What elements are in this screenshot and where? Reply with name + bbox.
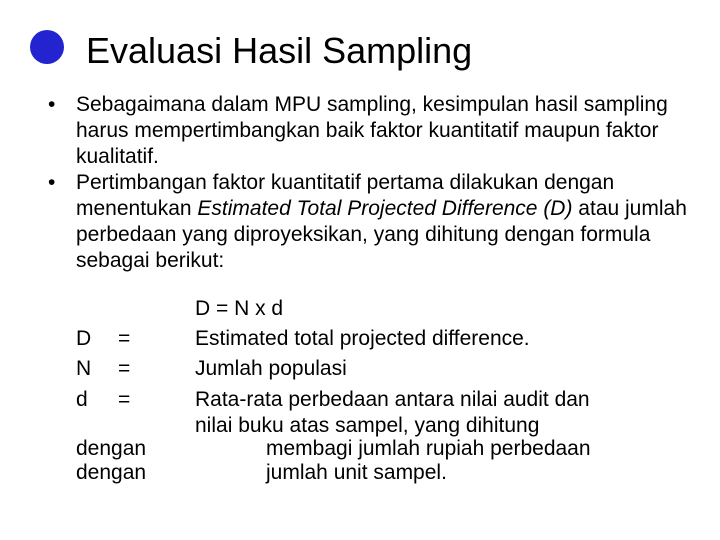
definition-description: Jumlah populasi: [195, 357, 347, 380]
bullet-item-1: [48, 92, 698, 170]
d-description-line-3: membagi jumlah rupiah perbedaan: [266, 437, 591, 460]
definition-equals: =: [118, 327, 131, 350]
bullet-item-2: [48, 170, 698, 274]
definition-description: Estimated total projected difference.: [195, 327, 530, 350]
bullet-2-italic-term: Estimated Total Projected Difference (D): [197, 197, 573, 220]
definition-symbol: d: [76, 388, 88, 411]
definition-symbol: N: [76, 357, 92, 380]
title-bullet-dot: [30, 30, 64, 64]
definition-description: Rata-rata perbedaan antara nilai audit dan: [195, 388, 590, 411]
d-description-line-4: jumlah unit sampel.: [266, 461, 447, 484]
definition-equals: =: [118, 357, 131, 380]
bullet-mark: •: [48, 171, 56, 194]
bullet-2-text-after: atau jumlah perbedaan yang diproyeksikan, yang dihitung dengan formula sebagai berikut:: [76, 197, 687, 272]
bullet-mark: •: [48, 93, 56, 116]
definition-equals: =: [118, 388, 131, 411]
dengan-label-1: dengan: [76, 437, 147, 460]
bullet-1-text: Sebagaimana dalam MPU sampling, kesimpulan hasil sampling harus mempertimbangkan baik faktor kuantitatif maupun faktor kualitatif.: [76, 93, 668, 168]
d-description-line-2: nilai buku atas sampel, yang dihitung: [195, 414, 540, 437]
definition-symbol: D: [76, 327, 92, 350]
slide-title: Evaluasi Hasil Sampling: [86, 30, 473, 71]
bullet-2-text-before: Pertimbangan faktor kuantitatif pertama dilakukan dengan menentukan: [76, 171, 615, 220]
formula: D = N x d: [195, 297, 284, 320]
bullet-list: [48, 92, 698, 274]
dengan-label-2: dengan: [76, 461, 147, 484]
